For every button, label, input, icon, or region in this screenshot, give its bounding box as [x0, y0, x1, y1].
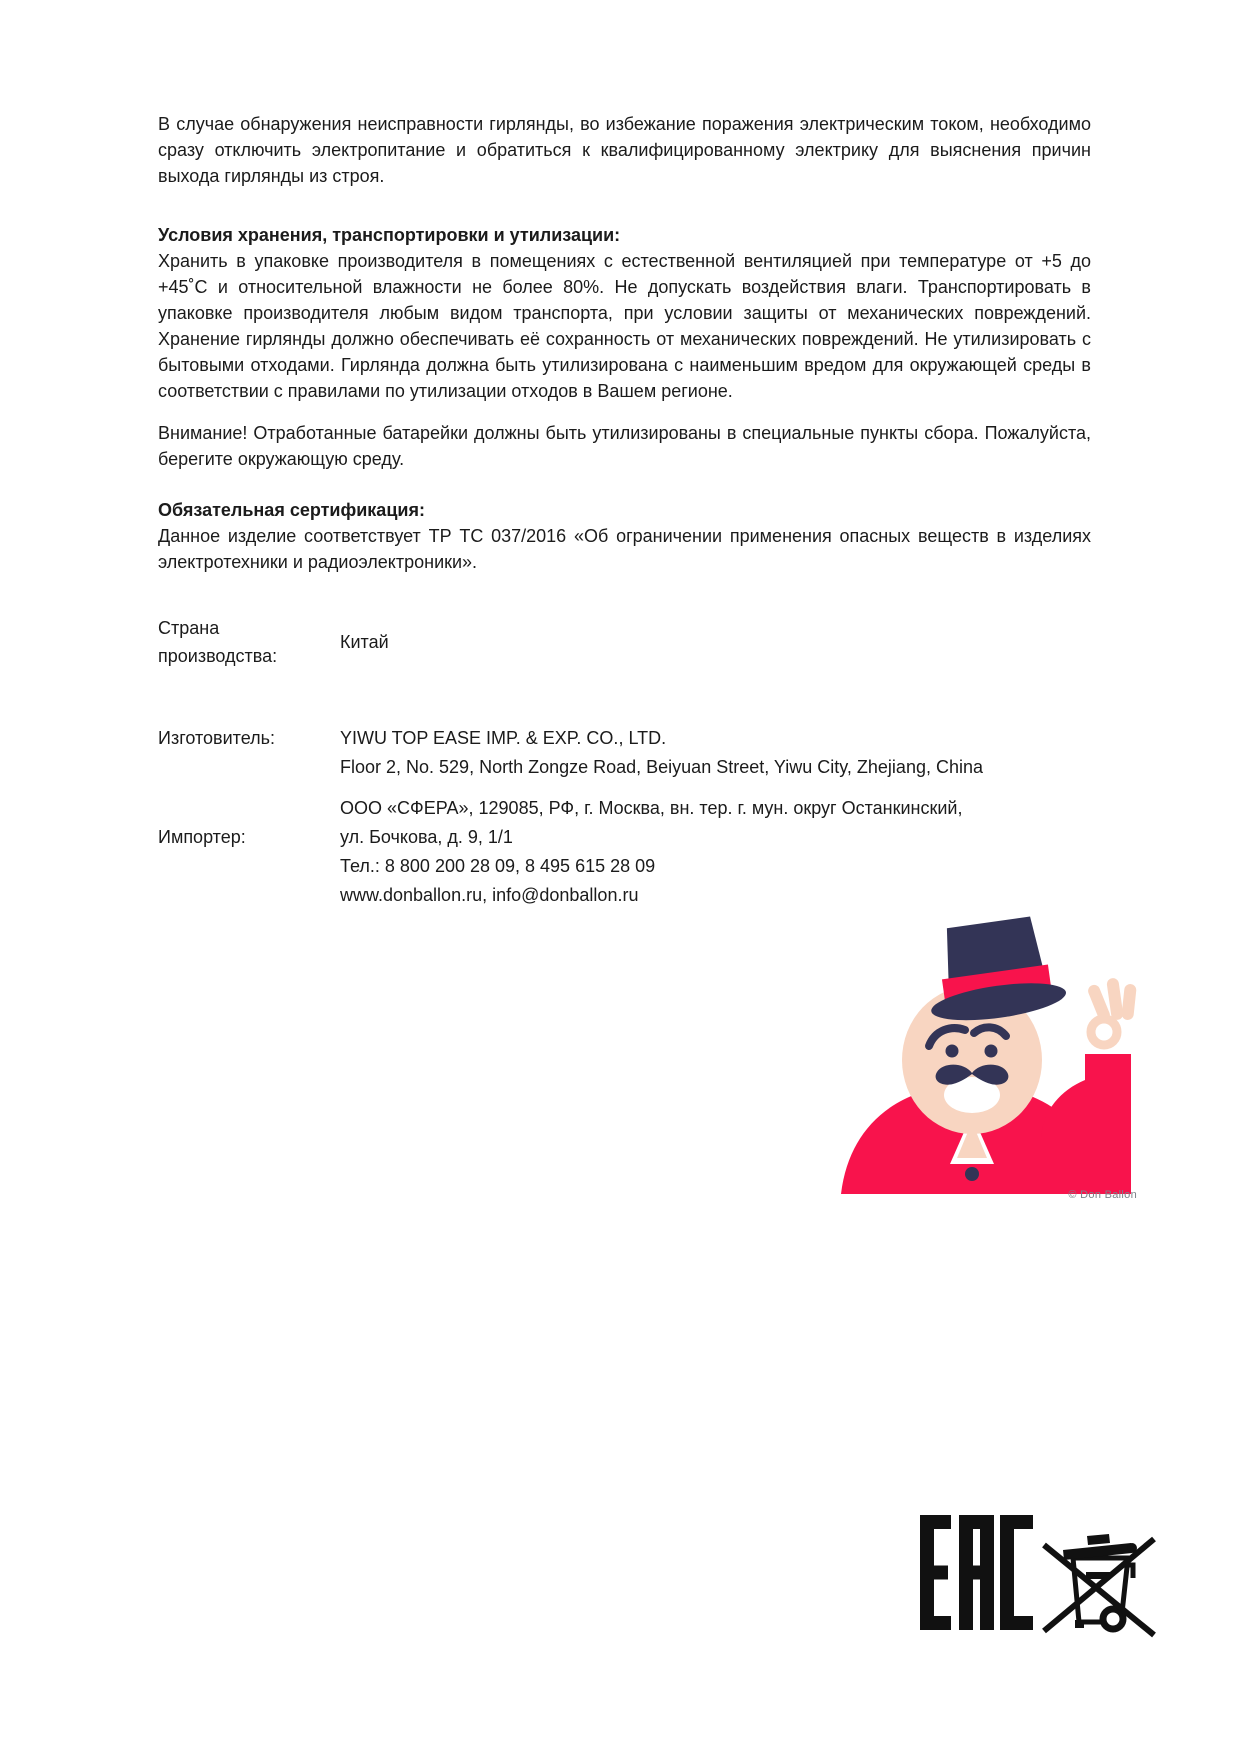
- manufacturer-address: Floor 2, No. 529, North Zongze Road, Beiyuan Street, Yiwu City, Zhejiang, China: [340, 757, 983, 777]
- importer-web-line: www.donballon.ru, info@donballon.ru: [340, 885, 639, 905]
- manufacturer-label: Изготовитель:: [158, 728, 275, 748]
- importer-street-line: ул. Бочкова, д. 9, 1/1: [340, 827, 513, 847]
- importer-label: Импортер:: [158, 827, 246, 847]
- eac-certification-mark-icon: [920, 1515, 1033, 1630]
- mascot-ok-hand-icon: [1086, 977, 1137, 1045]
- certification-heading: Обязательная сертификация:: [158, 500, 425, 520]
- don-ballon-mascot-icon: [745, 826, 1137, 1194]
- storage-heading: Условия хранения, транспортировки и утилизации:: [158, 225, 621, 245]
- mascot-top-hat-icon: [920, 913, 1068, 1027]
- intro-paragraph: В случае обнаружения неисправности гирлянды, во избежание поражения электрическим током, необходимо сразу отключить электропитание и обратиться к квалифицированному электрику для выяснения причин выхода гирлянды из строя.: [158, 114, 1091, 186]
- manufacturer-name: YIWU TOP EASE IMP. & EXP. CO., LTD.: [340, 728, 667, 748]
- certification-paragraph: Данное изделие соответствует ТР ТС 037/2016 «Об ограничении применения опасных веществ в изделиях электротехники и радиоэлектроники».: [158, 526, 1091, 572]
- battery-warning-paragraph: Внимание! Отработанные батарейки должны быть утилизированы в специальные пункты сбора. Пожалуйста, берегите окружающую среду.: [158, 423, 1091, 469]
- importer-company-line: ООО «СФЕРА», 129085, РФ, г. Москва, вн. тер. г. мун. округ Останкинский,: [340, 798, 963, 818]
- mascot-svg: [745, 826, 1137, 1194]
- country-of-origin-label: Страна производства:: [158, 618, 278, 666]
- country-of-origin-value: Китай: [340, 632, 389, 652]
- mascot-copyright: © Don Ballon: [1068, 1189, 1137, 1201]
- weee-crossed-bin-icon: [1039, 1524, 1159, 1640]
- storage-paragraph: Хранить в упаковке производителя в помещениях с естественной вентиляцией при температуре от +5 до +45˚С и относительной влажности не более 80%. Не допускать воздействия влаги. Транспортировать в упаковке производителя любым видом транспорта, при условии защиты от механических повреждений. Хранение гирлянды должно обеспечивать её сохранность от механических повреждений. Не утилизировать с бытовыми отходами. Гирлянда должна быть утилизирована с наименьшим вредом для окружающей среды в соответствии с правилами по утилизации отходов в Вашем регионе.: [158, 251, 1091, 401]
- importer-phone-line: Тел.: 8 800 200 28 09, 8 495 615 28 09: [340, 856, 656, 876]
- manufacturer-value: [340, 724, 1091, 782]
